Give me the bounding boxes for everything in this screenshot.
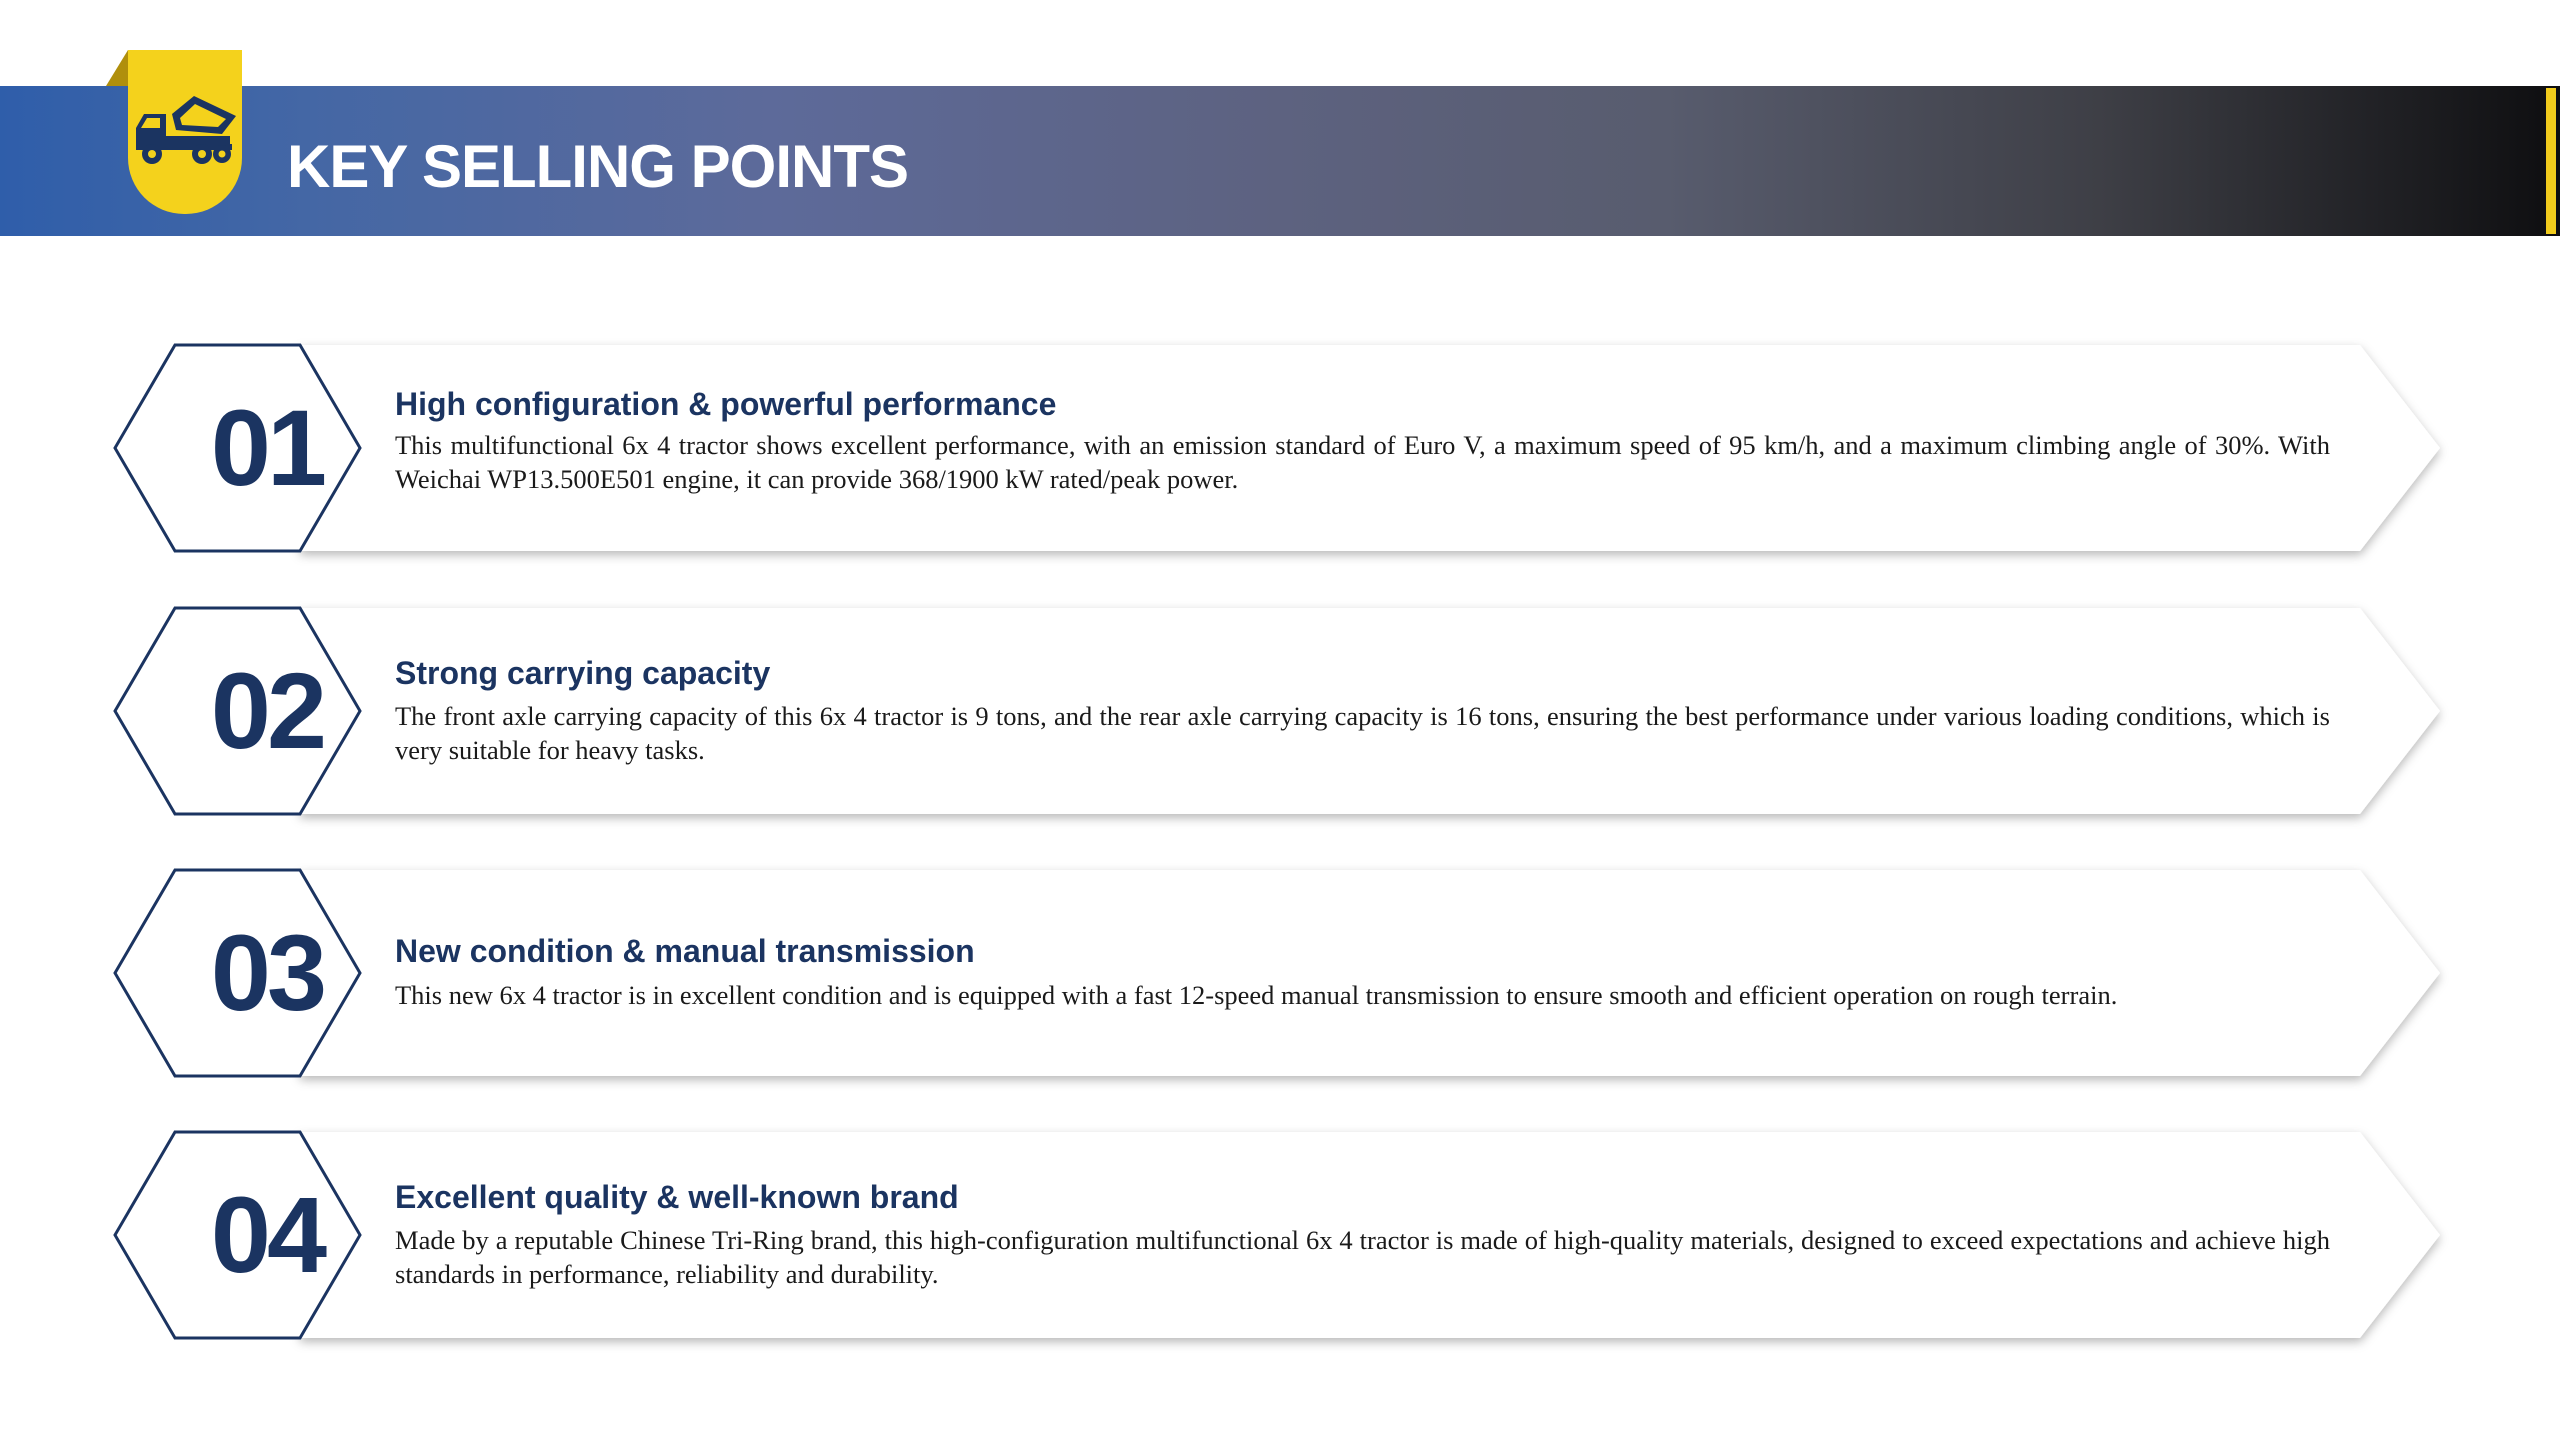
point-description: This multifunctional 6x 4 tractor shows excellent performance, with an emission standard of Euro V, a maximum speed of 95 km/h, and a maximum climbing angle of 30%. With Weichai WP13.500E501 engine, it can provide 368/1900 kW rated/peak power. [395, 430, 2330, 494]
selling-point-card-2 [120, 606, 2440, 816]
card-arrow-shape [120, 868, 2440, 1078]
point-number: 02 [210, 650, 324, 771]
point-number: 03 [210, 912, 324, 1033]
point-title: Strong carrying capacity [395, 655, 771, 691]
selling-point-card-4 [120, 1130, 2440, 1340]
point-title: High configuration & powerful performance [395, 386, 1057, 422]
point-number: 04 [210, 1174, 324, 1295]
point-description: The front axle carrying capacity of this 6x 4 tractor is 9 tons, and the rear axle carrying capacity is 16 tons, ensuring the best performance under various loading conditions, which is very suitable for heavy tasks. [395, 701, 2330, 765]
point-description: Made by a reputable Chinese Tri-Ring brand, this high-configuration multifunctional 6x 4 tractor is made of high-quality materials, designed to exceed expectations and achieve high standards in performance, reliability and durability. [395, 1225, 2330, 1289]
point-title: New condition & manual transmission [395, 933, 975, 969]
header-accent-stripe [2546, 88, 2556, 234]
point-title: Excellent quality & well-known brand [395, 1179, 959, 1215]
badge-fold [106, 50, 128, 86]
point-description: This new 6x 4 tractor is in excellent condition and is equipped with a fast 12-speed manual transmission to ensure smooth and efficient operation on rough terrain. [395, 980, 2118, 1010]
page-title: KEY SELLING POINTS [287, 133, 908, 200]
header-badge [128, 50, 242, 214]
selling-point-card-1 [120, 343, 2440, 553]
dump-truck-icon [132, 94, 238, 166]
selling-point-card-3 [120, 868, 2440, 1078]
point-number: 01 [210, 387, 324, 508]
